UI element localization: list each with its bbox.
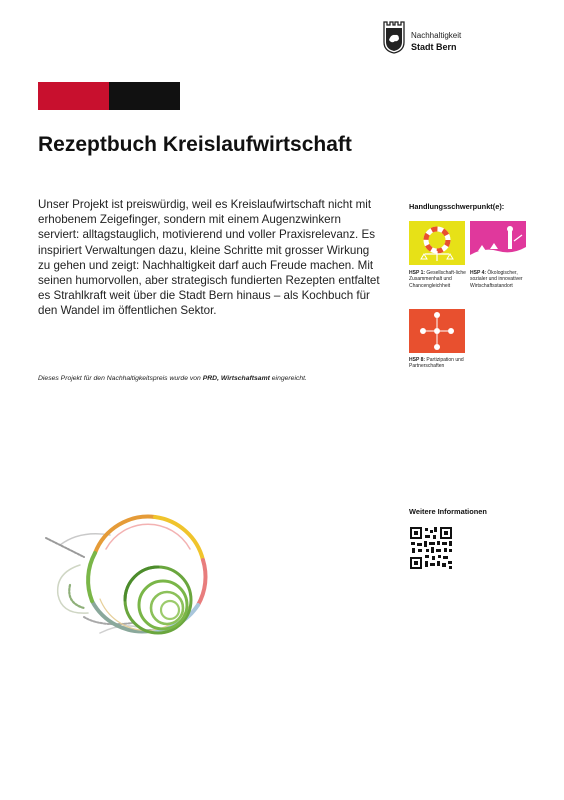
people-network-icon	[409, 309, 465, 353]
focus-heading: Handlungsschwerpunkt(e):	[409, 202, 505, 211]
hsp4-tile	[470, 221, 526, 265]
hsp8-code: HSP 8:	[409, 357, 426, 363]
circular-economy-graphic	[40, 505, 220, 645]
hsp1-code: HSP 1:	[409, 270, 426, 276]
more-info-heading: Weitere Informationen	[409, 507, 487, 516]
city-skyline-icon	[470, 221, 526, 265]
submission-org: PRD, Wirtschaftsamt	[202, 375, 270, 382]
hsp8-caption	[409, 357, 469, 370]
logo-line-2: Stadt Bern	[411, 42, 457, 52]
hsp4-caption	[470, 270, 530, 289]
page-title: Rezeptbuch Kreislaufwirtschaft	[38, 133, 352, 156]
accent-bar-black	[109, 82, 180, 110]
submission-suffix: eingereicht.	[269, 375, 307, 382]
hsp1-tile	[409, 221, 465, 265]
hsp1-text: Gesellschaft-liche Zusammenhalt und Chancengleichheit	[409, 270, 466, 289]
bern-crest-icon	[383, 20, 405, 54]
logo-line-1: Nachhaltigkeit	[411, 31, 462, 40]
qr-code-icon[interactable]	[409, 526, 453, 570]
accent-bar-red	[38, 82, 109, 110]
hsp4-code: HSP 4:	[470, 270, 487, 276]
submission-note	[38, 375, 378, 382]
submission-prefix: Dieses Projekt für den Nachhaltigkeitspreis wurde von	[38, 375, 203, 382]
hsp4-text: Ökologischer, sozialer und innovativer Wirtschaftsstandort	[470, 270, 523, 289]
scales-lifebuoy-icon	[409, 221, 465, 265]
hsp8-text: Partizipation und Partnerschaften	[409, 357, 464, 370]
hsp8-tile	[409, 309, 465, 353]
hsp1-caption	[409, 270, 469, 289]
stadt-bern-logo[interactable]	[383, 20, 503, 60]
project-description: Unser Projekt ist preiswürdig, weil es Kreislaufwirtschaft nicht mit erhobenem Zeigefinger, sondern mit einem Augenzwinkern serviert: alltagstauglich, motivierend und voller Praxisrelevanz. Es inspiriert Verwaltungen dazu, kleine Schritte mit grosser Wirkung zu gehen und zeigt: Nachhaltigkeit darf auch Freude machen. Mit seinen humorvollen, aber strategisch fundierten Rezepten entfaltet es Strahlkraft weit über die Stadt Bern hinaus – als Kochbuch für den Wandel im öffentlichen Sektor.	[38, 198, 380, 318]
